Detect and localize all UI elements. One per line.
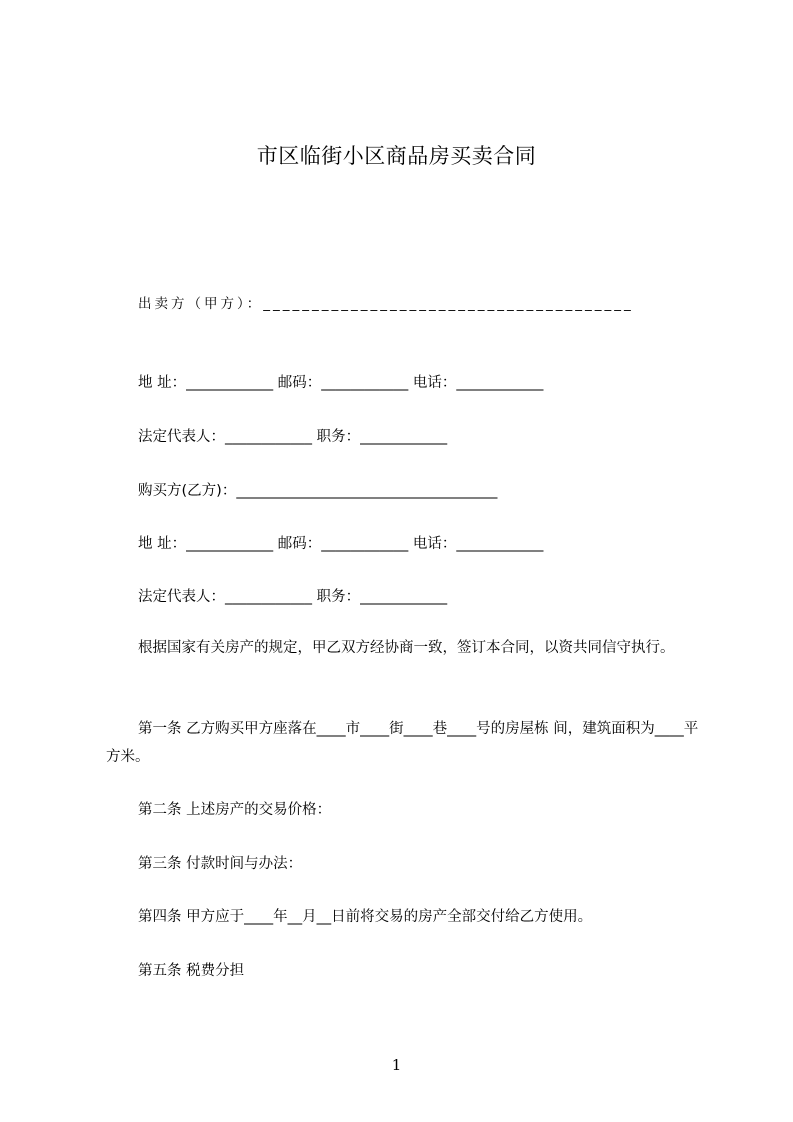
seller-line: 出卖方（甲方）：______________________________________ <box>138 296 634 312</box>
buyer-line: 购买方(乙方)：____________________________________ <box>138 483 498 499</box>
seller-representative-line: 法定代表人：____________ 职务：____________ <box>138 429 448 445</box>
article-3-line: 第三条 付款时间与办法： <box>138 856 303 872</box>
page-number: 1 <box>391 1056 402 1074</box>
article-1-paragraph <box>106 715 706 771</box>
buyer-address-line: 地 址：____________ 邮码：____________ 电话：____________ <box>138 536 544 552</box>
article-1-text: 第一条 乙方购买甲方座落在____市____街____巷____号的房屋栋 间，建筑面积为____平方米。 <box>106 721 699 765</box>
article-2-line: 第二条 上述房产的交易价格： <box>138 802 332 818</box>
preamble-paragraph <box>106 634 706 662</box>
article-4-line: 第四条 甲方应于____年__月__日前将交易的房产全部交付给乙方使用。 <box>138 909 593 925</box>
page-title: 市区临街小区商品房买卖合同 <box>256 144 537 168</box>
buyer-representative-line: 法定代表人：____________ 职务：____________ <box>138 589 448 605</box>
article-5-line: 第五条 税费分担 <box>138 963 245 979</box>
preamble-text: 根据国家有关房产的规定，甲乙双方经协商一致，签订本合同，以资共同信守执行。 <box>138 640 675 656</box>
seller-address-line: 地 址：____________ 邮码：____________ 电话：____________ <box>138 375 544 391</box>
